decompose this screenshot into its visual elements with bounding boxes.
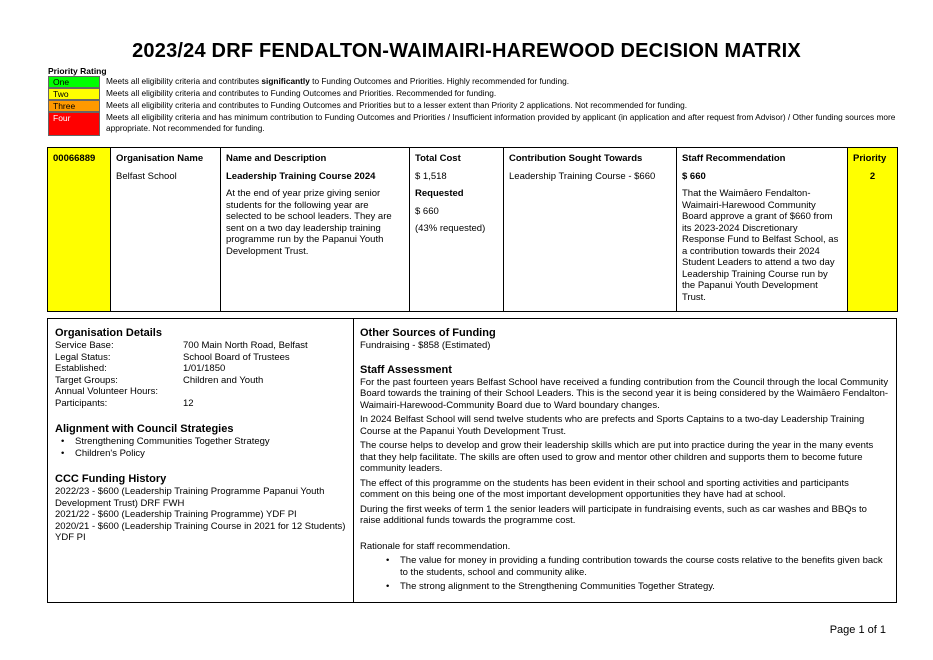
total-cost-cell xyxy=(410,148,504,312)
org-header: Organisation Name xyxy=(116,153,204,164)
org-detail-row: Service Base: 700 Main North Road, Belfast xyxy=(55,340,308,351)
priority-cell xyxy=(848,148,898,312)
assessment-paragraph: The effect of this programme on the students has been evident in their school and sporting activities and participants comment on this being one of the most important development opportunities they have had at school. xyxy=(360,477,849,500)
priority-desc-three: Meets all eligibility criteria and contributes to Funding Outcomes and Priorities but to a lesser extent than Priority 2 applications. Not recommended for funding. xyxy=(106,100,688,110)
list-item: • Strengthening Communities Together Strategy xyxy=(55,436,346,448)
rationale-list xyxy=(360,555,890,593)
recommendation-text: That the Waimāero Fendalton-Waimairi-Harewood Community Board approve a grant of $660 from its 2023-2024 Discretionary Response Fund to Belfast School, as a contribution towards their 2024 Student Leaders to attend a two day Leadership Training Course run by the Papanui Youth Development Trust. xyxy=(682,188,839,303)
recommendation-header: Staff Recommendation xyxy=(682,153,786,164)
priority-swatch-three: Three xyxy=(48,100,100,112)
org-detail-row: Target Groups: Children and Youth xyxy=(55,374,264,386)
priority-rating-row xyxy=(48,88,896,100)
funding-history-item: 2020/21 - $600 (Leadership Training Course in 2021 for 12 Students) YDF PI xyxy=(55,520,346,543)
priority-desc-one: Meets all eligibility criteria and contributes significantly to Funding Outcomes and Priorities. Highly recommended for funding. xyxy=(106,76,570,86)
assessment-paragraph: For the past fourteen years Belfast School have received a funding contribution from the Council through the local Community Board towards the training of their School Leaders. This is the second year it is being considered by the Waimāero Fendalton-Waimairi-Harewood-Community Board due to Ward boundary changes. xyxy=(360,376,889,411)
alignment-list xyxy=(55,436,346,459)
project-name: Leadership Training Course 2024 xyxy=(226,170,376,182)
requested-pct: (43% requested) xyxy=(415,223,486,234)
org-details-heading: Organisation Details xyxy=(55,327,162,339)
staff-assessment-heading: Staff Assessment xyxy=(360,363,452,376)
alignment-heading: Alignment with Council Strategies xyxy=(55,423,234,435)
project-description: At the end of year prize giving senior students for the following year are selected to be school leaders. They are sent on a two day leadership training programme run by the Papanui Youth Development Trust. xyxy=(226,188,392,257)
other-sources-heading: Other Sources of Funding xyxy=(360,327,496,339)
name-description-cell xyxy=(221,148,410,312)
org-name: Belfast School xyxy=(116,170,177,182)
list-item: • Children's Policy xyxy=(55,448,346,460)
priority-header: Priority xyxy=(853,153,887,164)
priority-desc-four: Meets all eligibility criteria and has minimum contribution to Funding Outcomes and Priorities / Insufficient information provided by applicant (in application and after request from Advisor) / Other funding sources more appropriate. Not recommended for funding. xyxy=(106,112,896,133)
contribution-header: Contribution Sought Towards xyxy=(509,153,643,164)
priority-swatch-four: Four xyxy=(48,112,100,136)
priority-desc-two: Meets all eligibility criteria and contributes to Funding Outcomes and Priorities. Recommended for funding. xyxy=(106,88,497,98)
org-detail-row: Participants: 12 xyxy=(55,397,194,409)
funding-history-item: 2022/23 - $600 (Leadership Training Programme Papanui Youth Development Trust) DRF FWH xyxy=(55,486,325,509)
application-table xyxy=(47,147,898,312)
priority-rating-row xyxy=(48,100,896,112)
application-id: 00066889 xyxy=(48,148,111,312)
total-cost: $ 1,518 xyxy=(415,170,447,182)
org-detail-row: Annual Volunteer Hours: xyxy=(55,386,158,397)
other-sources-text: Fundraising - $858 (Estimated) xyxy=(360,340,491,351)
list-item: • The value for money in providing a funding contribution towards the course costs relative to the benefits given back to the students, school and community alike. xyxy=(360,555,890,578)
page-number: Page 1 of 1 xyxy=(829,624,886,636)
funding-history-item: 2021/22 - $600 (Leadership Training Programme) YDF PI xyxy=(55,509,297,520)
org-cell xyxy=(111,148,221,312)
rationale-heading: Rationale for staff recommendation. xyxy=(360,540,511,552)
funding-history-heading: CCC Funding History xyxy=(55,473,167,485)
list-item: • The strong alignment to the Strengthening Communities Together Strategy. xyxy=(360,581,890,593)
left-column xyxy=(48,319,354,602)
priority-rating-row xyxy=(48,112,896,136)
priority-swatch-one: One xyxy=(48,76,100,88)
org-detail-row: Established: 1/01/1850 xyxy=(55,363,226,374)
contribution-cell xyxy=(504,148,677,312)
cost-header: Total Cost xyxy=(415,153,461,164)
recommendation-amount: $ 660 xyxy=(682,170,706,182)
name-header: Name and Description xyxy=(226,153,327,164)
priority-rating-heading: Priority Rating xyxy=(48,66,107,76)
org-detail-row: Legal Status: School Board of Trustees xyxy=(55,351,290,363)
right-column xyxy=(354,319,896,602)
assessment-paragraph: During the first weeks of term 1 the senior leaders will participate in fundraising events, such as car washes and BBQs to raise additional funds towards the programme cost. xyxy=(360,503,867,526)
assessment-paragraph: The course helps to develop and grow their leadership skills which are put into practice during the year in the many events that they help facilitate. The skills are often used to grow and mentor other children and supports them to become future community leaders. xyxy=(360,440,874,474)
priority-value: 2 xyxy=(869,170,876,182)
priority-swatch-two: Two xyxy=(48,88,100,100)
assessment-paragraph: In 2024 Belfast School will send twelve students who are prefects and Sports Captains to a two-day Leadership Training Course at the Papanui Youth Development Trust. xyxy=(360,414,865,437)
details-section xyxy=(47,318,897,603)
contribution-text: Leadership Training Course - $660 xyxy=(509,170,656,182)
recommendation-cell xyxy=(677,148,848,312)
requested-amount: $ 660 xyxy=(415,205,439,217)
priority-rating-row xyxy=(48,76,896,88)
page-title: 2023/24 DRF FENDALTON-WAIMAIRI-HAREWOOD DECISION MATRIX xyxy=(132,40,801,62)
requested-label: Requested xyxy=(415,188,464,199)
